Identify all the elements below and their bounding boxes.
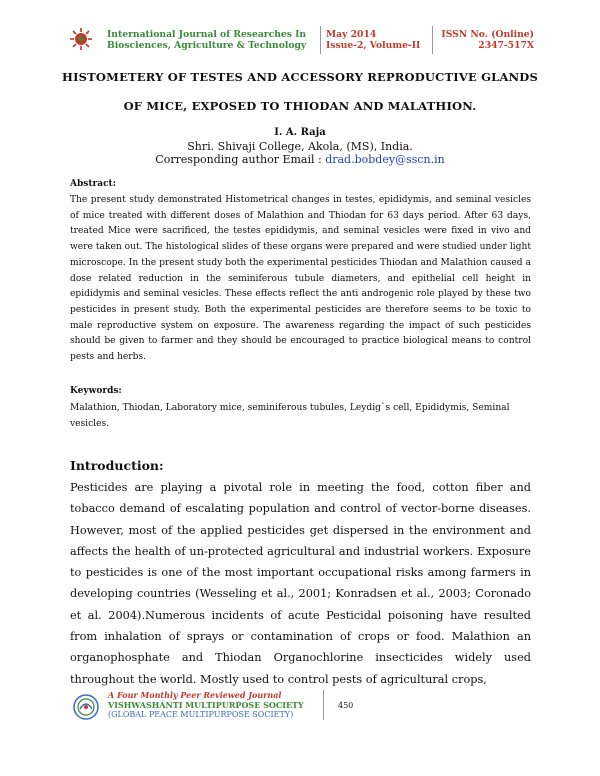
issue-info	[326, 29, 420, 51]
issue-date: May 2014	[326, 29, 377, 40]
society-logo-icon	[72, 693, 100, 721]
footer-society-name: VISHWASHANTI MULTIPURPOSE SOCIETY	[108, 699, 304, 710]
page-footer	[0, 684, 600, 724]
author-name: I. A. Raja	[274, 127, 326, 138]
journal-logo-icon	[66, 27, 96, 51]
footer-divider	[323, 690, 324, 720]
author-affiliation: Shri. Shivaji College, Akola, (MS), India.	[187, 140, 413, 153]
footer-text	[108, 691, 304, 720]
introduction-heading: Introduction:	[70, 458, 164, 473]
issn-info	[441, 29, 534, 51]
paper-title-line1: HISTOMETERY OF TESTES AND ACCESSORY REPRODUCTIVE GLANDS	[62, 70, 538, 84]
journal-name-line1: International Journal of Researches In	[107, 29, 307, 40]
header-divider	[320, 26, 321, 54]
journal-name-line2: Biosciences, Agriculture & Technology	[107, 40, 307, 51]
keywords-text: Malathion, Thiodan, Laboratory mice, seminiferous tubules, Leydig`s cell, Epididymis, Seminal vesicles.	[70, 403, 510, 429]
issue-volume: Issue-2, Volume-II	[326, 40, 421, 51]
issn-number: 2347-517X	[478, 40, 534, 51]
keywords-heading: Keywords:	[70, 386, 122, 396]
issn-label: ISSN No. (Online)	[441, 29, 534, 40]
header-divider	[432, 26, 433, 54]
abstract-heading: Abstract:	[70, 179, 117, 189]
paper-title-line2: OF MICE, EXPOSED TO THIODAN AND MALATHION.	[123, 99, 477, 113]
corresponding-author	[0, 153, 600, 166]
footer-journal-type: A Four Monthly Peer Reviewed Journal	[108, 690, 282, 700]
journal-name	[107, 29, 306, 51]
corresponding-label: Corresponding author Email :	[155, 153, 326, 166]
author-email-link[interactable]: drad.bobdey@sscn.in	[325, 153, 445, 166]
page-header	[0, 0, 600, 60]
introduction-text: Pesticides are playing a pivotal role in meeting the food, cotton fiber and tobacco demand of escalating population and control of vector-borne diseases. However, most of the applied pesticides get dispersed in the environment and affects the health of un-protected agricultural and industrial workers. Exposure to pesticides is one of the most important occupational risks among farmers in developing countries (Wesseling et al., 2001; Konradsen et al., 2003; Coronado et al. 2004).Numerous incidents of acute Pesticidal poisoning have resulted from inhalation of sprays or contamination of crops or food. Malathion an organophosphate and Thiodan Organochlorine insecticides widely used throughout the world. Mostly used to control pests of agricultural crops,	[70, 481, 531, 686]
abstract-text: The present study demonstrated Histometrical changes in testes, epididymis, and seminal vesicles of mice treated with different doses of Malathion and Thiodan for 63 days period. After 63 days, treated Mice were sacrificed, the testes epididymis, and seminal vesicles were fixed in vivo and were taken out. The histological slides of these organs were prepared and were studied under light microscope. In the present study both the experimental pesticides Thiodan and Malathion caused a dose related reduction in the seminiferous tubule diameters, and epithelial cell height in epididymis and seminal vesicles. These effects reflect the anti androgenic role played by these two pesticides in present study. Both the experimental pesticides are therefore seems to be toxic to male reproductive system on exposure. The awareness regarding the impact of such pesticides should be given to farmer and they should be encouraged to practice biological means to control pests and herbs.	[70, 195, 531, 363]
page-number: 450	[338, 701, 354, 710]
footer-society-subtitle: (GLOBAL PEACE MULTIPURPOSE SOCIETY)	[108, 710, 294, 719]
